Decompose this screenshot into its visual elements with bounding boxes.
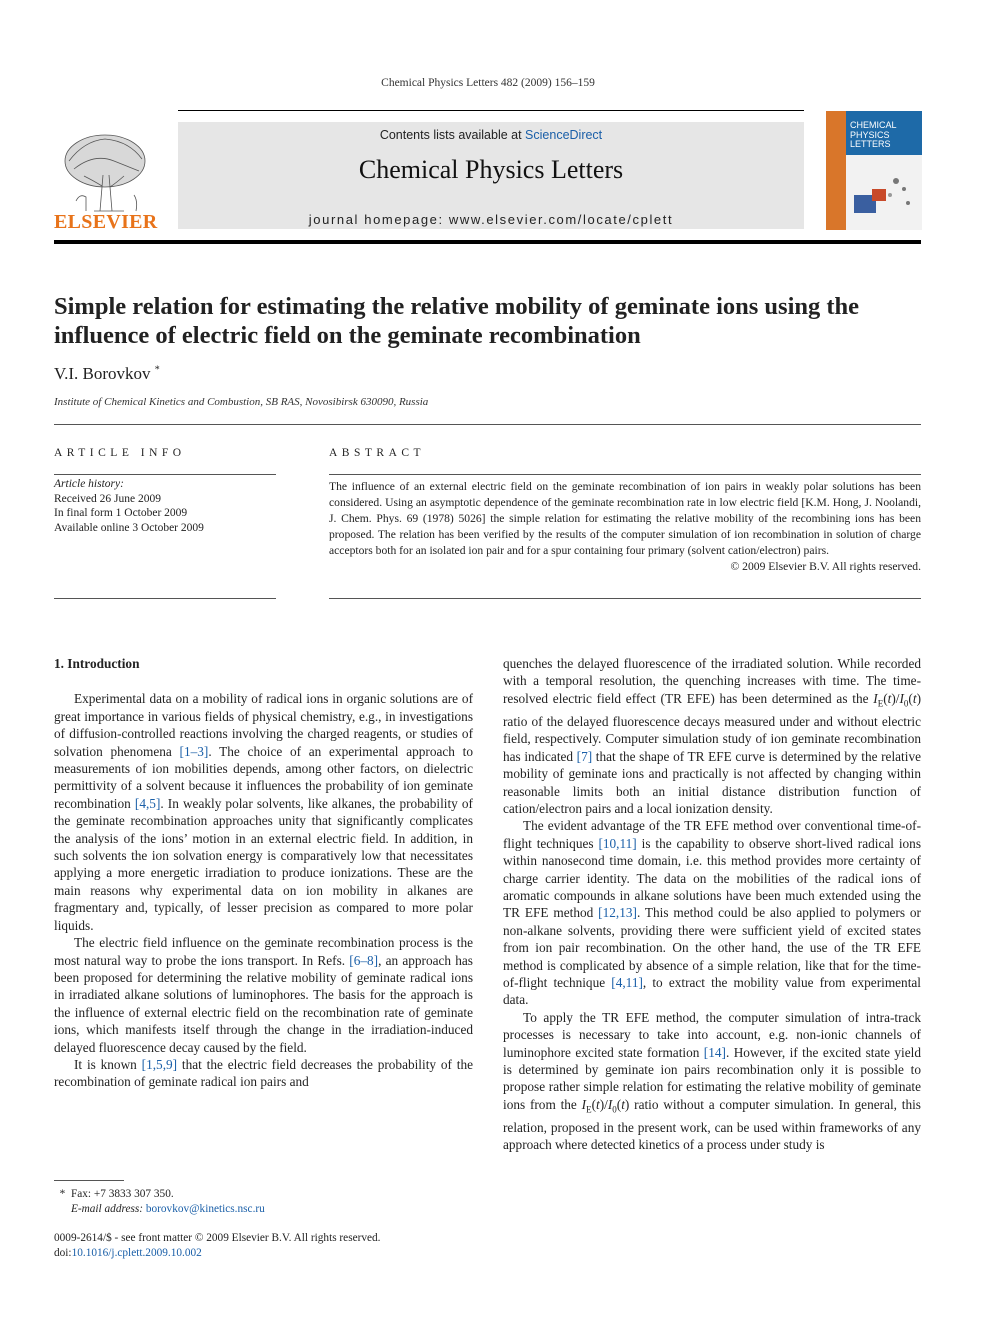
email-label: E-mail address:: [70, 1202, 144, 1215]
journal-header-box: [178, 122, 804, 229]
citation-link[interactable]: [12,13]: [598, 905, 637, 921]
abstract-rule-bottom: [329, 598, 921, 599]
journal-title: Chemical Physics Letters: [358, 155, 624, 184]
journal-reference: Chemical Physics Letters 482 (2009) 156–159: [381, 77, 595, 89]
email-link[interactable]: borovkov@kinetics.nsc.ru: [145, 1202, 265, 1215]
sciencedirect-link[interactable]: ScienceDirect: [525, 128, 603, 142]
paragraph: Experimental data on a mobility of radical ions in organic solutions are of great importance in various fields of physical chemistry, e.g., in investigations of diffusion-controlled reactions involving the charged reagents, or studies of solvation phenomena [1–3]. The choice of an experimental approach to measurements of ion mobilities depends, among other factors, on dielectric permittivity of a solvent because it influences the probability of ion geminate recombination [4,5]. In weakly polar solvents, like alkanes, the probability of the geminate recombination approaches unity that significantly complicates the analysis of the ions’ motion in an external electric field. In addition, in such solvents the ion solvation energy is comparatively low that necessitates applying a more energetic irradiation to produce ionizations. These are the main reasons why experimental data on ion mobility in alkanes are fragmentary and, typically, of lesser precision as compared to more polar liquids.: [54, 691, 473, 933]
cover-strip: [826, 111, 846, 230]
author-name: V.I. Borovkov: [54, 364, 151, 383]
doi-link[interactable]: 10.1016/j.cplett.2009.10.002: [71, 1246, 202, 1259]
body-column-right: [503, 655, 921, 1154]
paragraph: The electric field influence on the geminate recombination process is the most natural way to probe the ions transport. In Refs. [6–8], an approach has been proposed for determining the relative mobility of geminate radical ions in irradiated alkane solutions of luminophores. The basis for the approach is the influence of external electric field on the recombination rate of geminate ions, which manifests itself through the change in the irradiation-induced delayed fluorescence decay caused by the field.: [54, 935, 473, 1055]
abstract-text: The influence of an external electric field on the geminate recombination of ion pairs in weakly polar solutions has been considered. Using an asymptotic dependence of the geminate recombination rate in low electric field [K.M. Hong, J. Noolandi, J. Chem. Phys. 69 (1978) 5026] the simple relation for estimating the relative mobility of the recombining ions has been proposed. The relation has been verified by the results of the computer simulation of ion recombination in solution of charge acceptors both for an isolated ion pair and for a spur containing four primary (solvent cation/electron) pairs.: [329, 480, 921, 557]
body-column-left: [54, 655, 473, 1091]
paragraph: It is known [1,5,9] that the electric field decreases the probability of the recombination of geminate radical ion pairs and: [54, 1056, 473, 1090]
citation-link[interactable]: [4,5]: [134, 795, 161, 811]
front-matter-note: [54, 1231, 381, 1260]
article-history: [54, 477, 276, 535]
doi-label: doi:: [54, 1246, 72, 1259]
citation-link[interactable]: [6–8]: [349, 952, 379, 968]
abstract-rule-top: [329, 474, 921, 475]
abstract-heading: ABSTRACT: [329, 447, 426, 459]
citation-link[interactable]: [7]: [576, 748, 593, 764]
header-bottom-rule: [54, 240, 921, 244]
header-top-rule: [178, 110, 804, 111]
article-info-rule-top: [54, 474, 276, 475]
online-date: Available online 3 October 2009: [54, 521, 204, 534]
paragraph: To apply the TR EFE method, the computer simulation of intra-track processes is necessary to take into account, e.g. non-ionic channels of luminophore excited state formation [14]. However, if the excited state yield is determined by geminate ion pairs recombination only it is possible to propose rather simple relation for estimating the relative mobility of geminate ions from the $I_E(t)/I_0(t)$ ratio without a computer simulation. In general, this relation, proposed in the present work, can be used within frameworks of any approach where detected kinetics of a process under study is: [503, 1009, 921, 1153]
contents-line: [178, 128, 804, 142]
author-line: [54, 364, 160, 384]
inline-math: $I_E(t)/I_0(t)$: [873, 690, 921, 709]
contents-prefix: Contents lists available at: [379, 128, 526, 142]
paper-title: Simple relation for estimating the relative mobility of geminate ions using the influence of electric field on the geminate recombination: [54, 293, 860, 349]
footnote-mark: *: [59, 1188, 66, 1200]
abstract-copyright: © 2009 Elsevier B.V. All rights reserved.: [730, 559, 921, 573]
citation-link[interactable]: [1–3]: [179, 743, 209, 759]
final-form-date: In final form 1 October 2009: [54, 507, 188, 519]
publisher-name: ELSEVIER: [54, 211, 158, 233]
paragraph: The evident advantage of the TR EFE method over conventional time-of-flight techniques [10,11] is the capability to observe short-lived radical ions within nanosecond time domain, i.e. this method provides more certainty of charge carrier identity. The data on the mobilities of the radical ions of aromatic compounds in alkane solutions have been much extended using the TR EFE method [12,13]. This method could be also applied to polymers or non-alkane solvents, providing there were sufficient yield of excited states from ion pair recombination. On the other hand, the use of the TR EFE method is complicated by absence of a simple relation, like that for the time-of-flight technique [4,11], to extract the mobility value from experimental data.: [503, 818, 921, 1008]
inline-math: $I_E(t)/I_0(t)$: [581, 1096, 630, 1115]
paragraph: quenches the delayed fluorescence of the irradiated solution. While recorded with a temporal resolution, the quenching increases with time. The time-resolved electric field effect (TR EFE) has been determined as the $I_E(t)/I_0(t)$ ratio of the delayed fluorescence decays measured under and without electric field, respectively. Computer simulation study of ion geminate recombination has indicated [7] that the shape of TR EFE curve is determined by the relative mobility of geminate ions and practically is not affected by changing within reasonable limits both an initial distance distribution function of cation/electron pairs and a local ionization density.: [503, 656, 921, 816]
author-footnote-mark[interactable]: *: [154, 364, 160, 376]
issn-line: 0009-2614/$ - see front matter © 2009 Elsevier B.V. All rights reserved.: [54, 1232, 381, 1244]
section-heading-introduction: 1. Introduction: [54, 656, 140, 671]
abstract-body: [329, 479, 921, 574]
article-info-heading: ARTICLE INFO: [54, 447, 186, 459]
cover-title: CHEMICAL PHYSICS LETTERS: [850, 120, 897, 149]
title-divider: [54, 424, 921, 425]
journal-homepage[interactable]: journal homepage: www.elsevier.com/locate/cplett: [308, 212, 674, 227]
received-date: Received 26 June 2009: [54, 492, 161, 505]
citation-link[interactable]: [10,11]: [598, 835, 637, 851]
history-label: Article history:: [54, 478, 124, 490]
footnote-rule: [54, 1180, 124, 1181]
citation-link[interactable]: [14]: [703, 1044, 726, 1060]
article-info-rule-bottom: [54, 598, 276, 599]
footnote-fax: Fax: +7 3833 307 350.: [70, 1188, 174, 1200]
citation-link[interactable]: [1,5,9]: [141, 1056, 178, 1072]
journal-cover-image: [826, 111, 922, 230]
author-footnote: [54, 1187, 265, 1216]
citation-link[interactable]: [4,11]: [611, 974, 643, 990]
cover-artwork: [846, 155, 922, 230]
author-affiliation: Institute of Chemical Kinetics and Combustion, SB RAS, Novosibirsk 630090, Russia: [54, 396, 429, 408]
